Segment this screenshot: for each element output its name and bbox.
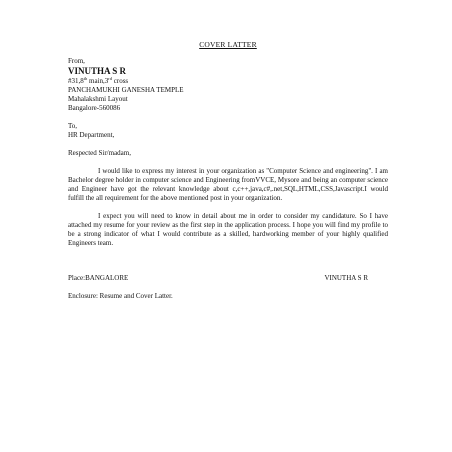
place-signature-row [68,274,368,283]
signature-name: VINUTHA S R [324,274,368,282]
place: Place:BANGALORE [68,274,129,282]
address-superscript: th [83,76,88,81]
cover-letter-page [68,40,388,301]
to-label: To, [68,122,78,130]
from-label: From, [68,57,85,65]
body-paragraph-1: I would like to express my interest in your organization as "Computer Science and engineering". I am Bachelor degree holder in computer science and Engineering fromVVCE, Mysore and being an computer science and Engineer have got the relevant knowledge about c,c++,java,c#,.net,SQL,HTML,CSS,Javascript.I would fulfill the all requirement for the above mentioned post in your organization. [68,167,388,202]
sender-name: VINUTHA S R [68,66,127,76]
sender-address-line2: PANCHAMUKHI GANESHA TEMPLE [68,86,184,94]
address-part: cross [112,77,129,85]
sender-address-line4: Bangalore-560086 [68,104,121,112]
sender-address-line3: Mahalakshmi Layout [68,95,128,103]
enclosure: Enclosure: Resume and Cover Latter. [68,292,173,300]
address-superscript: rd [108,76,113,81]
body-paragraph-2: I expect you will need to know in detail about me in order to consider my candidature. So I have attached my resume for your review as the first step in the application process. I hope you will find my profile to be a strong indicator of what I would contribute as a skilled, hardworking member of your highly qualified Engineers team. [68,212,388,247]
address-part: main,3 [87,77,109,85]
sender-address-line1 [68,77,388,86]
salutation: Respected Sir/madam, [68,149,131,157]
address-part: #31,8 [68,77,84,85]
document-title: COVER LATTER [199,40,257,49]
recipient: HR Department, [68,131,115,139]
